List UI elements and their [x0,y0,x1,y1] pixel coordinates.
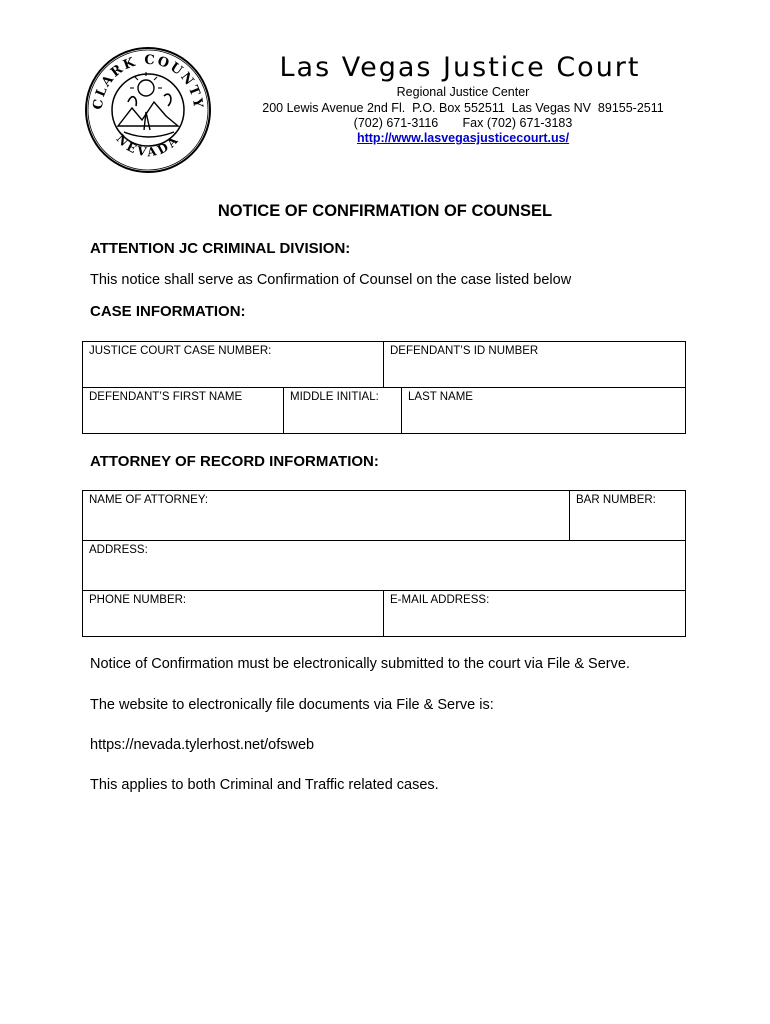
file-serve-url[interactable]: https://nevada.tylerhost.net/ofsweb [90,737,315,753]
svg-text:NEVADA: NEVADA [113,131,183,160]
middle-initial-label: MIDDLE INITIAL: [290,391,379,403]
court-center: Regional Justice Center [396,85,530,99]
footer-line-4: This applies to both Criminal and Traffic related cases. [90,777,439,793]
case-information-heading: CASE INFORMATION: [90,303,246,320]
email-address-field[interactable] [384,591,686,636]
defendant-id-label: DEFENDANT’S ID NUMBER [390,345,539,357]
court-address: 200 Lewis Avenue 2nd Fl. P.O. Box 552511 Las Vegas NV 89155-2511 [262,101,664,115]
court-title: Las Vegas Justice Court [279,52,641,83]
last-name-label: LAST NAME [408,391,473,403]
case-number-label: JUSTICE COURT CASE NUMBER: [89,345,272,357]
bar-number-field[interactable] [570,491,686,540]
attorney-name-field[interactable] [83,491,569,540]
attorney-information-heading: ATTORNEY OF RECORD INFORMATION: [90,453,379,470]
address-field[interactable] [83,541,686,590]
case-number-field[interactable] [83,342,383,387]
attorney-information-table [82,490,686,637]
footer-line-1: Notice of Confirmation must be electronically submitted to the court via File & Serve. [90,656,630,672]
phone-number-label: PHONE NUMBER: [89,594,187,606]
case-information-table [82,341,686,434]
defendant-id-field[interactable] [384,342,686,387]
first-name-label: DEFENDANT’S FIRST NAME [89,391,243,403]
middle-initial-field[interactable] [284,388,401,433]
last-name-field[interactable] [402,388,686,433]
attention-text: This notice shall serve as Confirmation of Counsel on the case listed below [90,272,572,288]
first-name-field[interactable] [83,388,283,433]
clark-county-seal [84,46,212,174]
footer-line-2: The website to electronically file documents via File & Serve is: [90,697,494,713]
svg-text:CLARK COUNTY: CLARK COUNTY [90,52,206,111]
bar-number-label: BAR NUMBER: [576,494,656,506]
court-website-link[interactable]: http://www.lasvegasjusticecourt.us/ [356,131,570,145]
attention-heading: ATTENTION JC CRIMINAL DIVISION: [90,240,351,257]
notice-title: NOTICE OF CONFIRMATION OF COUNSEL [217,202,553,220]
phone-number-field[interactable] [83,591,383,636]
address-label: ADDRESS: [89,544,148,556]
attorney-name-label: NAME OF ATTORNEY: [89,494,209,506]
email-address-label: E-MAIL ADDRESS: [390,594,490,606]
court-phone-fax: (702) 671-3116 Fax (702) 671-3183 [353,116,573,130]
